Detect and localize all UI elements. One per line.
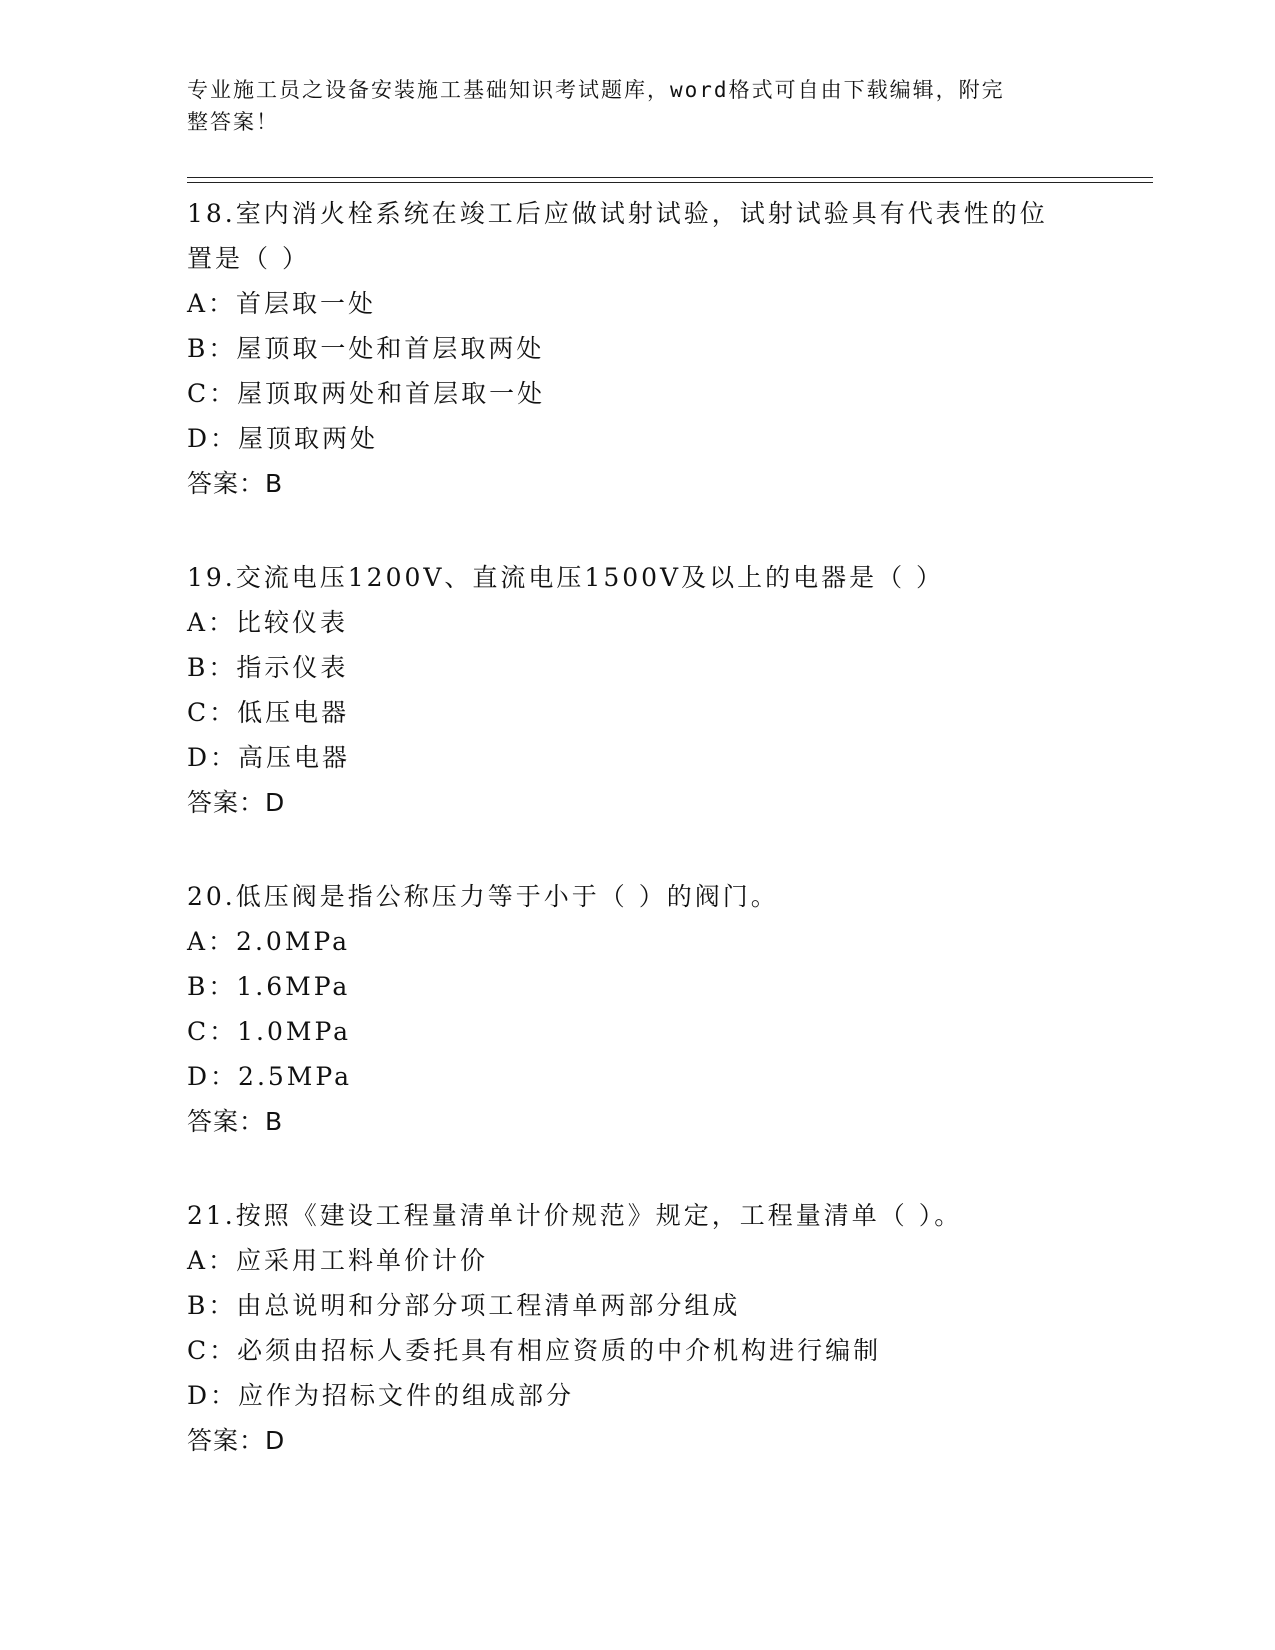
question-18-text-line-2: 置是（ ） <box>187 244 310 273</box>
question-19-text: 19.交流电压1200V、直流电压1500V及以上的电器是（ ） <box>187 563 945 592</box>
question-21-option-d: D：应作为招标文件的组成部分 <box>187 1381 575 1410</box>
question-20-option-b: B：1.6MPa <box>187 972 351 1001</box>
question-18 <box>187 191 1087 506</box>
header-line-2: 整答案！ <box>187 110 279 134</box>
question-19-option-c: C：低压电器 <box>187 698 350 727</box>
question-18-text-line-1: 18.室内消火栓系统在竣工后应做试射试验，试射试验具有代表性的位 <box>187 199 1048 228</box>
question-18-option-a: A：首层取一处 <box>187 289 377 318</box>
question-20-option-d: D：2.5MPa <box>187 1062 353 1091</box>
question-18-option-d: D：屋顶取两处 <box>187 424 379 453</box>
header-divider-bottom <box>187 182 1153 183</box>
question-21-answer: 答案：D <box>187 1426 286 1455</box>
question-20-option-a: A：2.0MPa <box>187 927 351 956</box>
question-21-text: 21.按照《建设工程量清单计价规范》规定，工程量清单（ ）。 <box>187 1201 963 1230</box>
question-20-text: 20.低压阀是指公称压力等于小于（ ）的阀门。 <box>187 882 779 911</box>
question-21-option-c: C：必须由招标人委托具有相应资质的中介机构进行编制 <box>187 1336 882 1365</box>
header-line-1: 专业施工员之设备安装施工基础知识考试题库，word格式可自由下载编辑，附完 <box>187 78 1005 102</box>
header-divider-top <box>187 177 1153 178</box>
question-18-option-b: B：屋顶取一处和首层取两处 <box>187 334 545 363</box>
question-20-option-c: C：1.0MPa <box>187 1017 352 1046</box>
question-21 <box>187 1193 1087 1463</box>
question-18-answer: 答案：B <box>187 469 284 498</box>
question-19 <box>187 555 1087 825</box>
question-20 <box>187 874 1087 1144</box>
question-21-option-a: A：应采用工料单价计价 <box>187 1246 489 1275</box>
document-header <box>187 74 1067 138</box>
question-19-option-b: B：指示仪表 <box>187 653 349 682</box>
question-19-option-d: D：高压电器 <box>187 743 351 772</box>
question-20-answer: 答案：B <box>187 1107 284 1136</box>
question-19-option-a: A：比较仪表 <box>187 608 349 637</box>
question-list <box>187 191 1087 1512</box>
question-18-option-c: C：屋顶取两处和首层取一处 <box>187 379 546 408</box>
question-21-option-b: B：由总说明和分部分项工程清单两部分组成 <box>187 1291 741 1320</box>
question-19-answer: 答案：D <box>187 788 286 817</box>
